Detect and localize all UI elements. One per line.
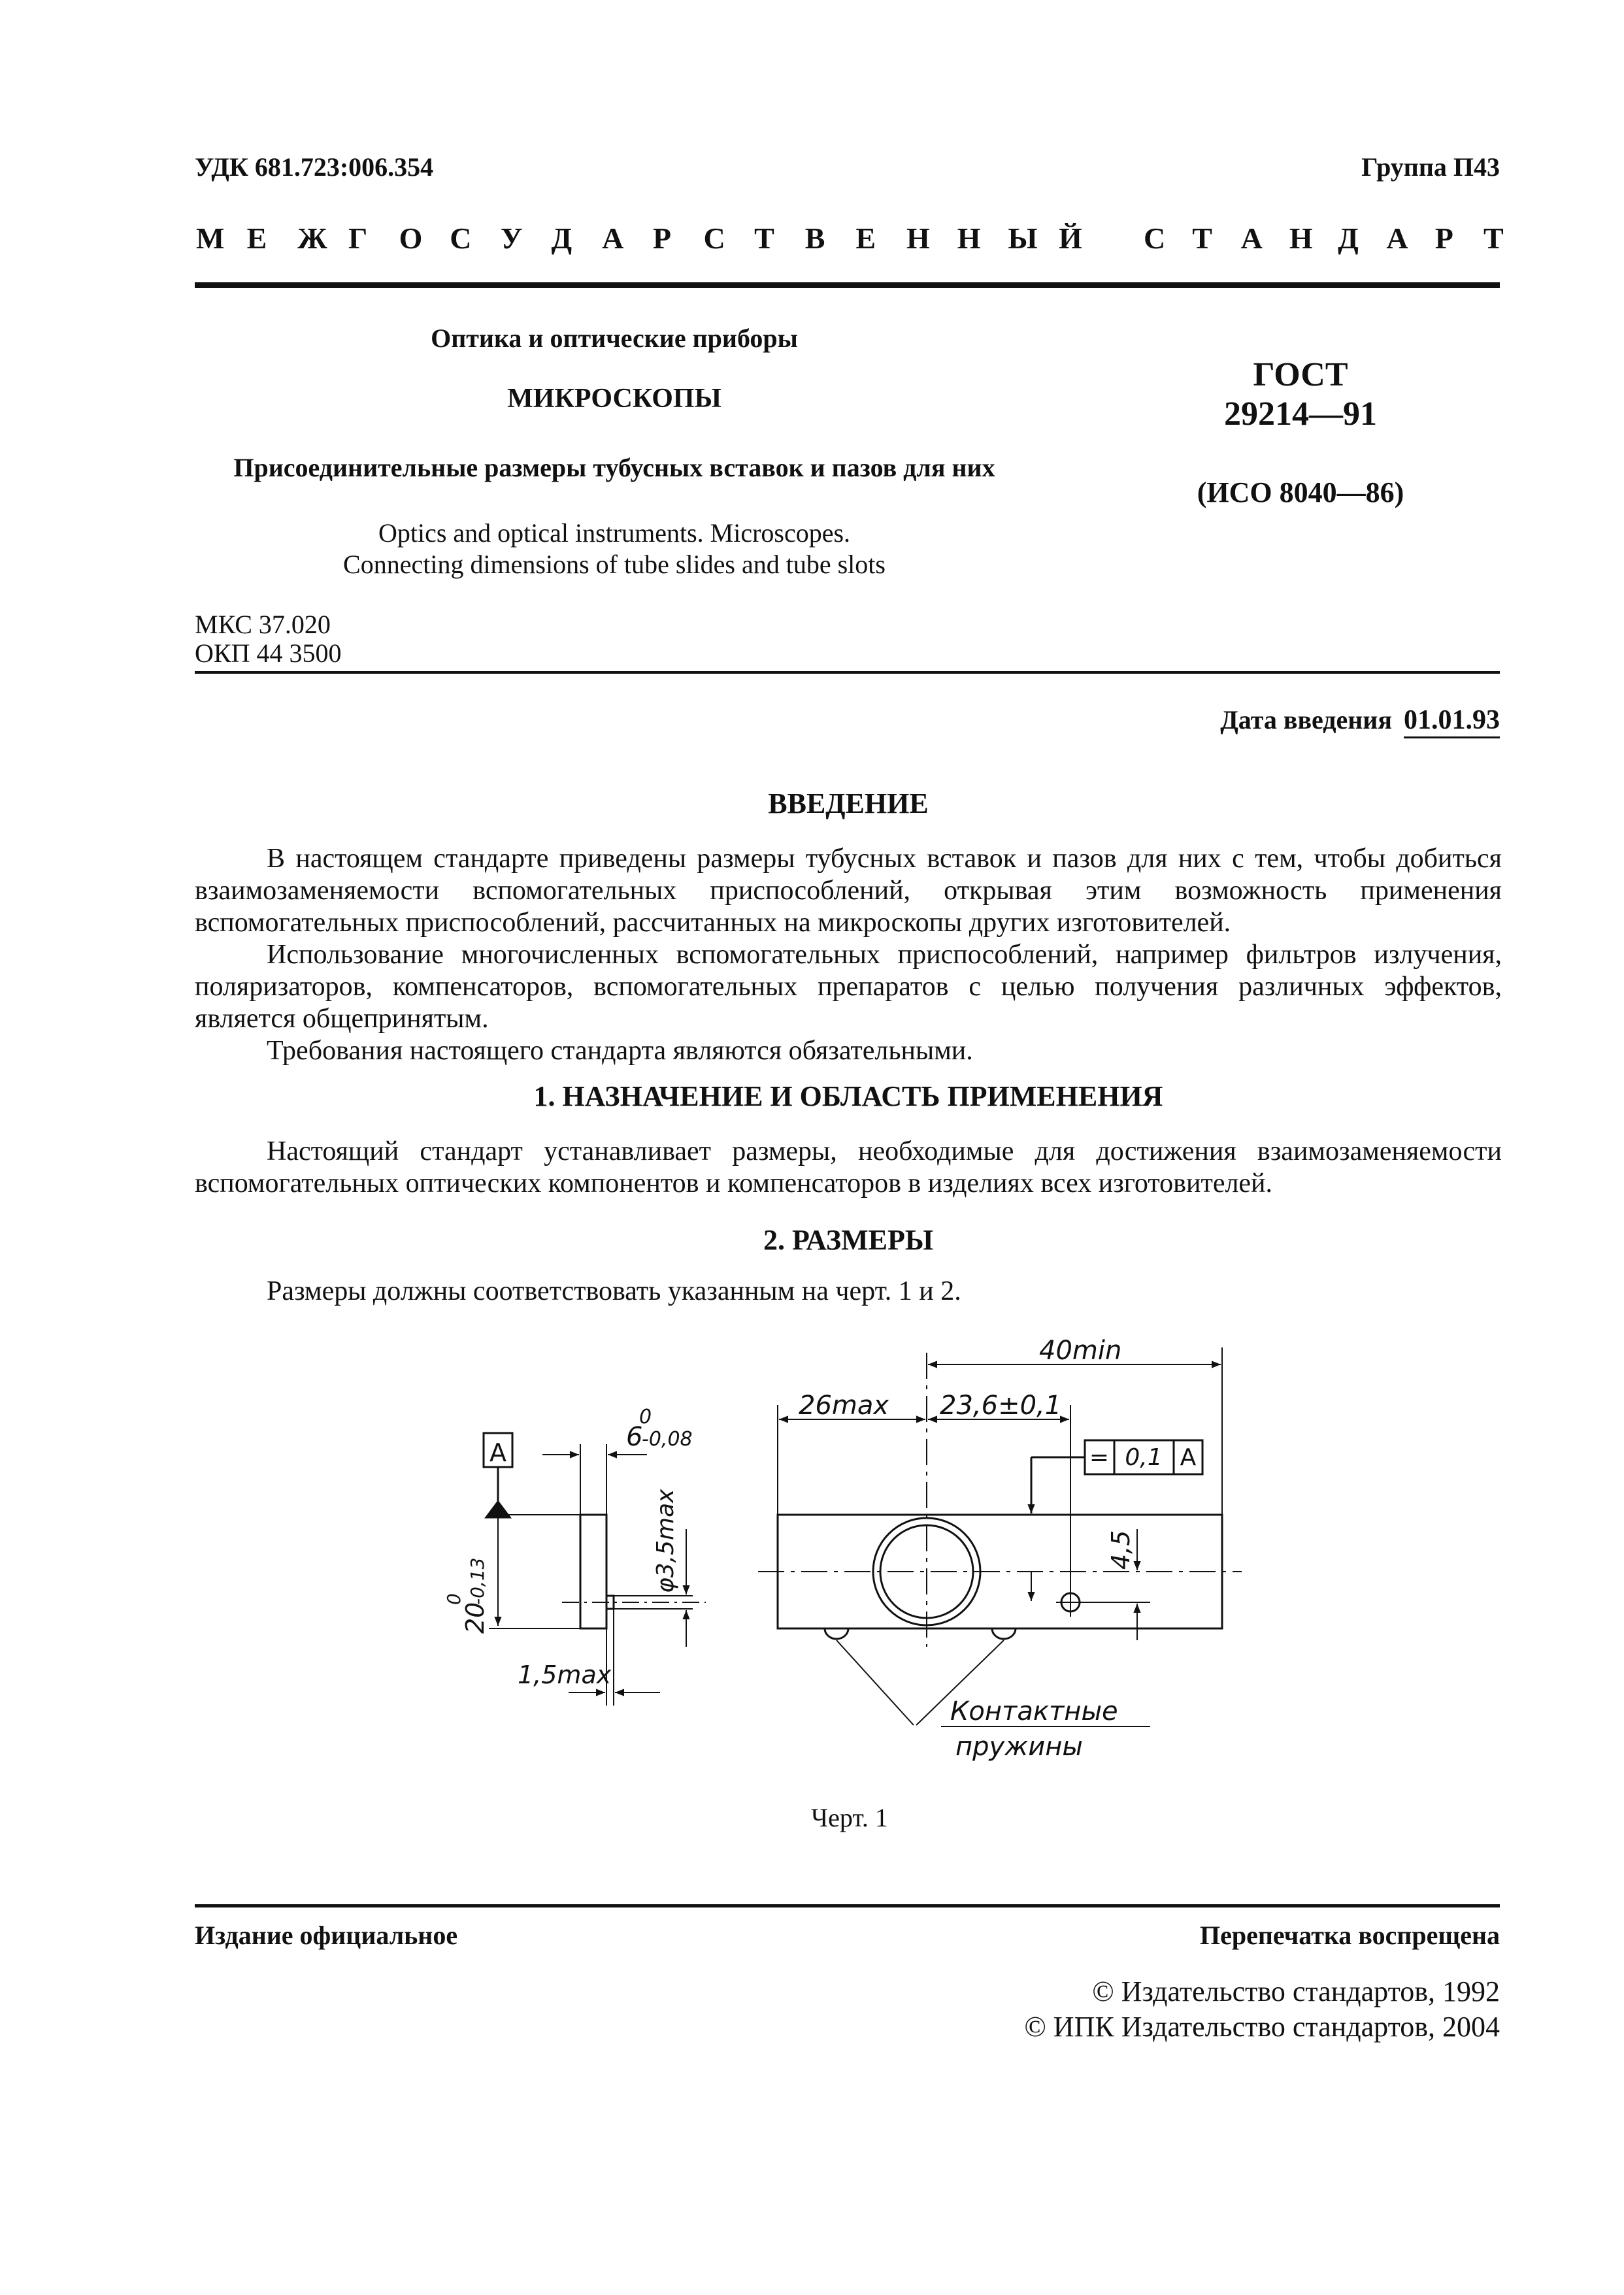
title-line3: Присоединительные размеры тубусных вставок и пазов для них xyxy=(233,453,995,482)
tolerance-symbol: = xyxy=(1089,1444,1110,1471)
gost-label: ГОСТ xyxy=(1253,356,1348,393)
mks-code: МКС 37.020 xyxy=(195,610,331,639)
standard_word1-letter: Й xyxy=(1059,222,1082,255)
springs-label-line2: пружины xyxy=(955,1732,1083,1762)
dim-thickness-lower: -0,08 xyxy=(642,1428,693,1451)
section2-paragraph-1: Размеры должны соответствовать указанным на черт. 1 и 2. xyxy=(267,1276,961,1306)
standard_word2-letter: С xyxy=(1144,222,1166,255)
intro-heading: ВВЕДЕНИЕ xyxy=(768,787,929,819)
section1-heading: 1. НАЗНАЧЕНИЕ И ОБЛАСТЬ ПРИМЕНЕНИЯ xyxy=(533,1080,1163,1112)
standard_word1-letter: А xyxy=(602,222,624,255)
standard_word1-letter: Т xyxy=(754,222,774,255)
dim-height: 20 xyxy=(461,1602,489,1634)
title-line2: МИКРОСКОПЫ xyxy=(507,384,721,414)
standard_word2-letter: А xyxy=(1386,222,1408,255)
dim-thickness: 6 xyxy=(626,1422,643,1452)
standard_word1-letter: Г xyxy=(348,222,368,255)
standard_word1-letter: С xyxy=(450,222,472,255)
standard_word1-letter: С xyxy=(703,222,725,255)
intro-paragraph-2: Использование многочисленных вспомогательных приспособлений, например фильтров излучения, поляризаторов, компенсаторов, вспомогательных препаратов с целью получения различных эффектов, является общепринятым. xyxy=(195,940,1502,1034)
dim-pin-diameter: φ3,5max xyxy=(652,1489,679,1593)
dim-thickness-upper: 0 xyxy=(639,1406,652,1428)
title-en-line1: Optics and optical instruments. Microscopes. xyxy=(378,518,851,548)
intro-paragraph-1: В настоящем стандарте приведены размеры тубусных вставок и пазов для них с тем, чтобы добиться взаимозаменяемости вспомогательных приспособлений, открывая этим возможность применения вспомогательных приспособлений, рассчитанных на микроскопы других изготовителей. xyxy=(195,844,1502,938)
dim-height-lower: -0,13 xyxy=(467,1557,488,1605)
standard_word2-letter: Н xyxy=(1289,222,1313,255)
standard_word2-letter: А xyxy=(1240,222,1263,255)
contact-spring-left xyxy=(825,1628,848,1639)
tolerance-datum: A xyxy=(1180,1444,1197,1471)
intro-paragraph-3: Требования настоящего стандарта являются обязательными. xyxy=(267,1036,973,1066)
standard_word1-letter: Д xyxy=(551,222,572,255)
iso-number: (ИСО 8040—86) xyxy=(1197,476,1404,508)
datum-letter: A xyxy=(489,1438,506,1467)
springs-label-line1: Контактные xyxy=(950,1696,1118,1726)
contact-spring-right xyxy=(992,1628,1016,1639)
dim-left-length: 26max xyxy=(799,1391,889,1421)
standard_word2-letter: Т xyxy=(1483,222,1504,255)
copyright-line2: © ИПК Издательство стандартов, 2004 xyxy=(1024,2011,1500,2043)
okp-code: ОКП 44 3500 xyxy=(195,638,342,668)
gost-number: 29214—91 xyxy=(1224,395,1377,433)
standard_word1-letter: Н xyxy=(957,222,981,255)
title-en-line2: Connecting dimensions of tube slides and tube slots xyxy=(343,550,886,579)
dim-height-upper: 0 xyxy=(443,1593,465,1605)
dim-pin-length: 1,5max xyxy=(518,1660,612,1689)
footer-reprint-notice: Перепечатка воспрещена xyxy=(1200,1921,1500,1950)
dim-total-length: 40min xyxy=(1039,1336,1122,1366)
standard_word2-letter: Д xyxy=(1338,222,1359,255)
tolerance-value: 0,1 xyxy=(1125,1444,1163,1471)
section1-paragraph-1: Настоящий стандарт устанавливает размеры, необходимые для достижения взаимозаменяемости вспомогательных оптических компонентов и компенсаторов в изделиях всех изготовителей. xyxy=(195,1136,1502,1198)
standard_word1-letter: О xyxy=(399,222,423,255)
standard_word1-letter: В xyxy=(804,222,825,255)
standard_word1-letter: М xyxy=(196,222,225,255)
dim-offset: 4,5 xyxy=(1106,1530,1135,1570)
standard_word2-letter: Р xyxy=(1434,222,1453,255)
group-code: Группа П43 xyxy=(1361,152,1500,182)
slide-side-view xyxy=(580,1515,606,1628)
figure-caption: Черт. 1 xyxy=(811,1803,888,1832)
title-line1: Оптика и оптические приборы xyxy=(431,323,798,353)
copyright-line1: © Издательство стандартов, 1992 xyxy=(1092,1975,1500,2007)
standard_word1-letter: У xyxy=(500,222,523,255)
section2-heading: 2. РАЗМЕРЫ xyxy=(763,1224,934,1256)
standard_word1-letter: Ж xyxy=(297,222,327,255)
standard_word1-letter: Е xyxy=(246,222,267,255)
standard_word1-letter: Н xyxy=(906,222,930,255)
footer-official-edition: Издание официальное xyxy=(195,1921,458,1950)
standard_word1-letter: Е xyxy=(855,222,876,255)
standard_word1-letter: Р xyxy=(652,222,671,255)
footer-rule xyxy=(195,1904,1500,1907)
dim-center-distance: 23,6±0,1 xyxy=(940,1391,1062,1421)
intro-date-label: Дата введения xyxy=(1220,705,1392,735)
standard_word1-letter: Ы xyxy=(1008,222,1038,255)
udk-code: УДК 681.723:006.354 xyxy=(195,152,434,182)
intro-date-value: 01.01.93 xyxy=(1404,705,1500,738)
standard_word2-letter: Т xyxy=(1192,222,1212,255)
